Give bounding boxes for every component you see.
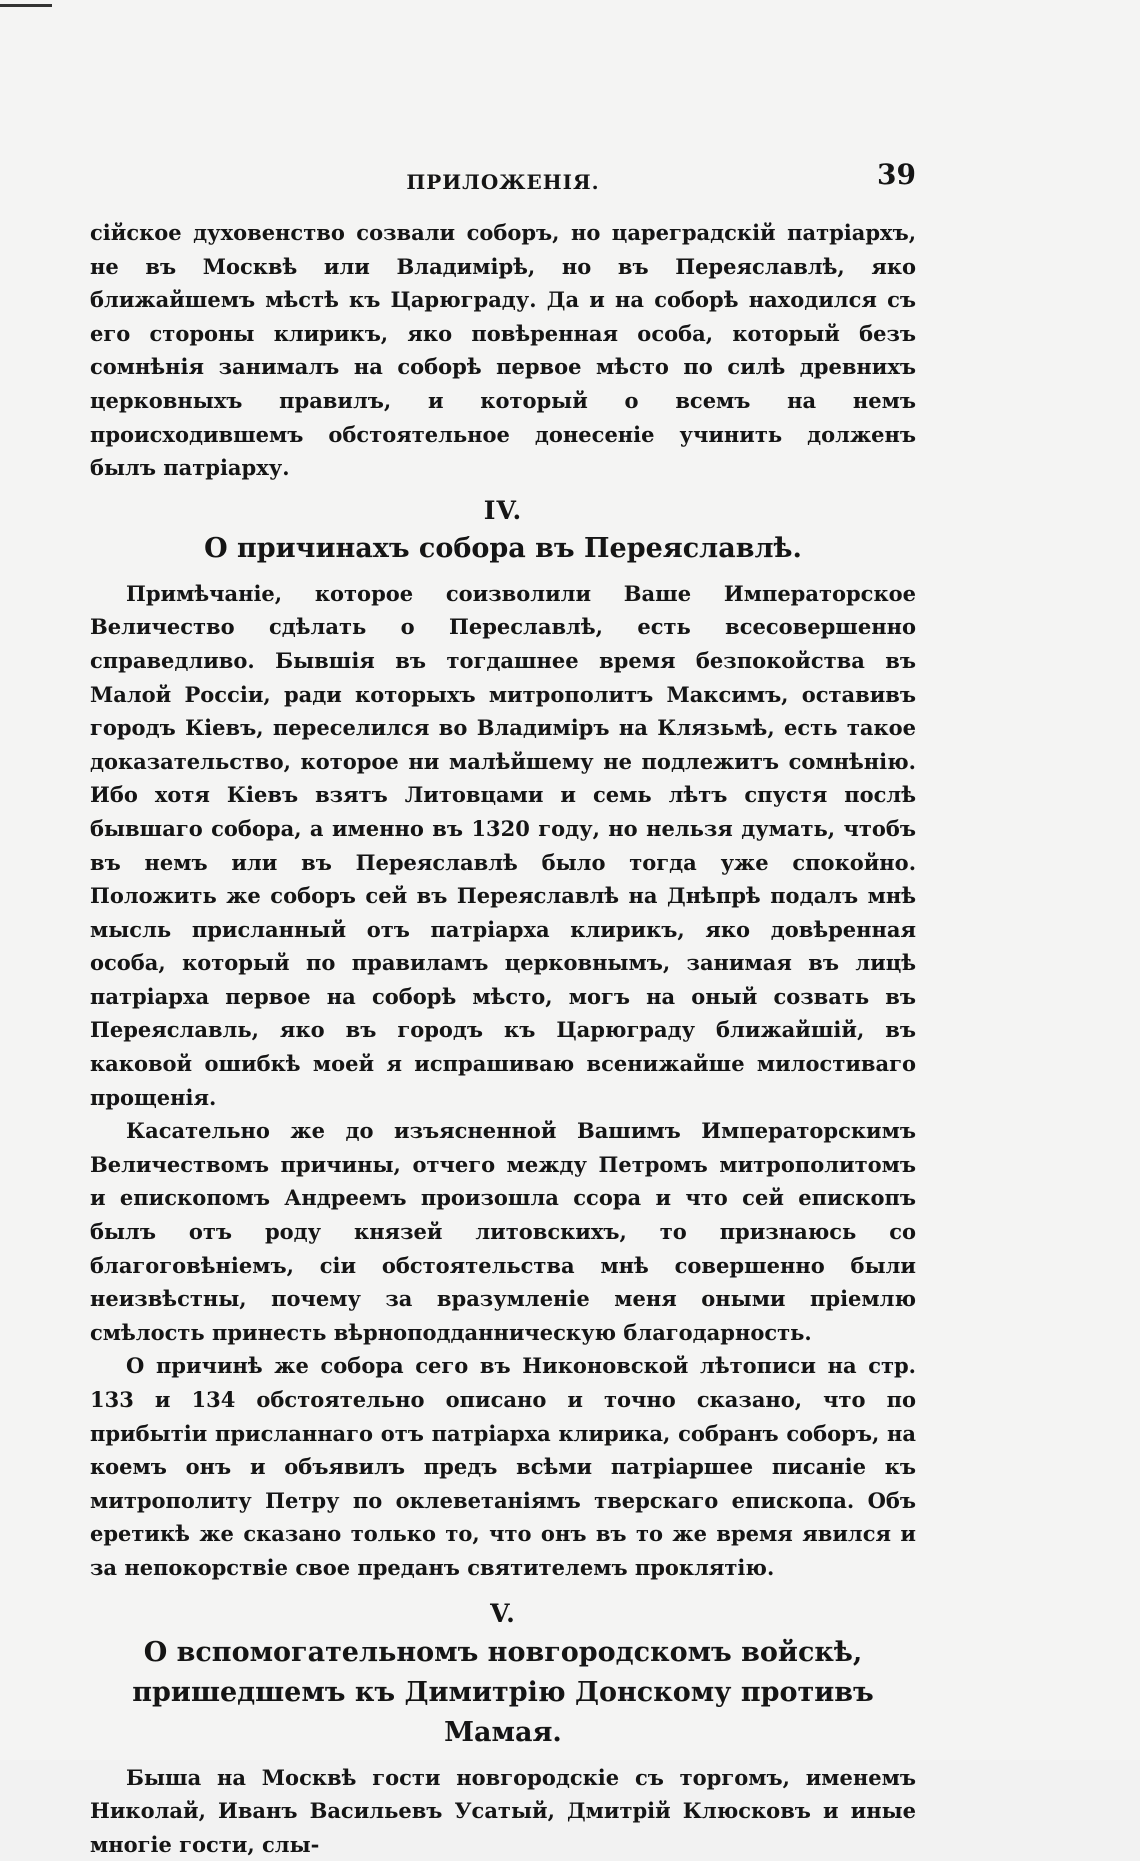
section-iv-paragraph-2: Касательно же до изъясненной Вашимъ Императорскимъ Величествомъ причины, отчего между Петромъ митрополитомъ и епископомъ Андреемъ произошла ссора и что сей епископъ былъ отъ роду князей литовскихъ, то признаюсь со благоговѣніемъ, сіи обстоятельства мнѣ совершенно были неизвѣстны, почему за вразумленіе меня оными пріемлю смѣлость принесть вѣрноподданническую благодарность. xyxy=(90,1118,916,1345)
opening-paragraph: сійское духовенство созвали соборъ, но цареградскій патріархъ, не въ Москвѣ или Владимірѣ, но въ Переяславлѣ, яко ближайшемъ мѣстѣ къ Царюграду. Да и на соборѣ находился съ его стороны клирикъ, яко повѣренная особа, который безъ сомнѣнія занималъ на соборѣ первое мѣсто по силѣ древнихъ церковныхъ правилъ, и который о всемъ на немъ происходившемъ обстоятельное донесеніе учинить долженъ былъ патріарху. xyxy=(90,220,916,481)
section-iv-paragraph-3: О причинѣ же собора сего въ Никоновской лѣтописи на стр. 133 и 134 обстоятельно описано и точно сказано, что по прибытіи присланнаго отъ патріарха клирика, собранъ соборъ, на коемъ онъ и объявилъ предъ всѣми патріаршее писаніе къ митрополиту Петру по оклеветаніямъ тверскаго епископа. Объ еретикѣ же сказано только то, что онъ въ то же время явился и за непокорствіе свое преданъ святителемъ проклятію. xyxy=(90,1353,916,1580)
section-number-iv: IV. xyxy=(483,495,523,525)
page-body xyxy=(90,216,916,1861)
section-v-paragraph-1: Быша на Москвѣ гости новгородскіе съ торгомъ, именемъ Николай, Иванъ Васильевъ Усатый, Дмитрій Клюсковъ и иные многіе гости, слы- xyxy=(90,1764,916,1857)
page-number: 39 xyxy=(877,158,916,191)
section-heading-v: О вспомогательномъ новгородскомъ войскѣ, пришедшемъ къ Димитрію Донскому противъ Мамая. xyxy=(132,1636,874,1748)
section-iv-paragraph-1: Примѣчаніе, которое соизволили Ваше Императорское Величество сдѣлать о Переславлѣ, есть всесовершенно справедливо. Бывшія въ тогдашнее время безпокойства въ Малой Россіи, ради которыхъ митрополитъ Максимъ, оставивъ городъ Кіевъ, переселился во Владиміръ на Клязьмѣ, есть такое доказательство, которое ни малѣйшему не подлежитъ сомнѣнію. Ибо хотя Кіевъ взятъ Литовцами и семь лѣтъ спустя послѣ бывшаго собора, а именно въ 1320 году, но нельзя думать, чтобъ въ немъ или въ Переяславлѣ было тогда уже спокойно. Положить же соборъ сей въ Переяславлѣ на Днѣпрѣ подалъ мнѣ мысль присланный отъ патріарха клирикъ, яко довѣренная особа, который по правиламъ церковнымъ, занимая въ лицѣ патріарха первое на соборѣ мѣсто, могъ на оный созвать въ Переяславль, яко въ городъ къ Царюграду ближайшій, въ каковой ошибкѣ моей я испрашиваю всенижайше милостиваго прощенія. xyxy=(90,580,916,1110)
running-title: ПРИЛОЖЕНІЯ. xyxy=(406,170,600,194)
section-number-v: V. xyxy=(490,1598,516,1628)
section-heading-iv: О причинахъ собора въ Переяславлѣ. xyxy=(204,532,802,564)
top-edge-rule xyxy=(0,4,52,7)
page-header xyxy=(90,158,916,198)
